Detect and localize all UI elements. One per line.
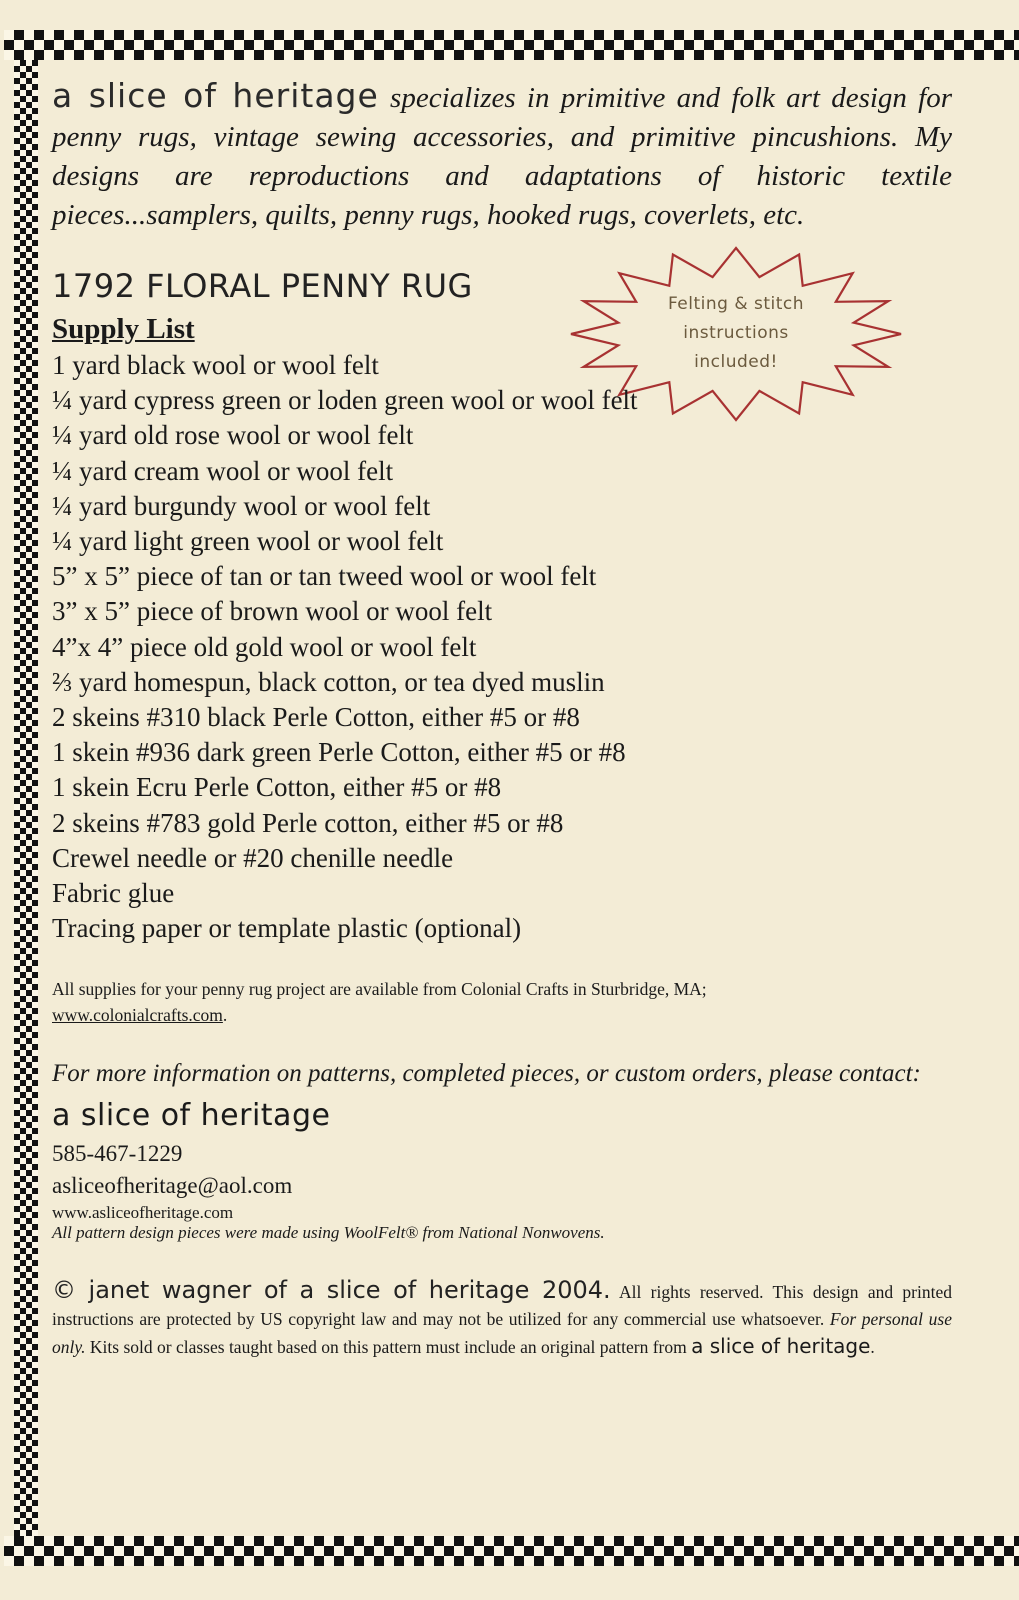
supply-item: 3” x 5” piece of brown wool or wool felt <box>52 596 493 627</box>
supplies-note-text: All supplies for your penny rug project are available from Colonial Crafts in Sturbridge, MA; <box>52 979 707 1000</box>
starburst-line1: Felting & stitch <box>667 294 805 314</box>
intro-text: specializes in primitive and folk art design for penny rugs, vintage sewing accessories, and primitive pincushions. My designs are reproductions and adaptations of historic textile pieces...samplers, quilts, penny rugs, hooked rugs, coverlets, etc. <box>52 82 952 231</box>
copyright-text-2: Kits sold or classes taught based on this pattern must include an original pattern from <box>85 1337 692 1358</box>
supply-list <box>52 348 952 946</box>
pattern-title: 1792 FLORAL PENNY RUG <box>52 267 473 305</box>
brand-name: a slice of heritage <box>52 76 379 115</box>
contact-prompt: For more information on patterns, completed pieces, or custom orders, please contact: <box>52 1060 921 1088</box>
contact-phone: 585-467-1229 <box>52 1141 183 1167</box>
supply-item: ¼ yard burgundy wool or wool felt <box>52 490 431 521</box>
checkered-border-left <box>14 60 38 1536</box>
supplies-note <box>52 976 952 1028</box>
copyright-lead: © janet wagner of a slice of heritage 2004. <box>52 1276 611 1305</box>
copyright-text-1: All rights reserved. This design and printed instructions are protected by US copyright law and may not be utilized for any commercial use whatsoever. <box>52 1282 952 1330</box>
contact-brand: a slice of heritage <box>52 1098 331 1134</box>
supply-item: Fabric glue <box>52 878 175 909</box>
supply-item: ⅔ yard homespun, black cotton, or tea dyed muslin <box>52 666 605 697</box>
colonial-crafts-link[interactable]: www.colonialcrafts.com <box>52 1005 223 1026</box>
checkered-border-top <box>4 30 1019 60</box>
starburst-line2: instructions <box>683 323 789 343</box>
supply-item: 4”x 4” piece old gold wool or wool felt <box>52 631 477 662</box>
supply-item: ¼ yard cream wool or wool felt <box>52 455 394 486</box>
copyright-paragraph <box>52 1277 952 1361</box>
supply-item: 2 skeins #310 black Perle Cotton, either #5 or #8 <box>52 702 580 733</box>
contact-website: www.asliceofheritage.com <box>52 1203 234 1223</box>
main-content <box>52 76 952 1361</box>
supply-item: Crewel needle or #20 chenille needle <box>52 842 454 873</box>
starburst-line3: included! <box>694 352 778 372</box>
supply-item: Tracing paper or template plastic (optional) <box>52 913 522 944</box>
personal-use-note: For personal use only. <box>52 1309 953 1358</box>
copyright-brand: a slice of heritage <box>691 1334 871 1359</box>
woolfelt-note: All pattern design pieces were made using WoolFelt® from National Nonwovens. <box>52 1223 605 1243</box>
supply-item: 1 skein Ecru Perle Cotton, either #5 or #8 <box>52 772 502 803</box>
note-period: . <box>222 1005 228 1026</box>
supply-item: ¼ yard cypress green or loden green wool or wool felt <box>52 385 638 416</box>
supply-item: ¼ yard old rose wool or wool felt <box>52 420 414 451</box>
supply-item: 1 skein #936 dark green Perle Cotton, either #5 or #8 <box>52 737 626 768</box>
checkered-border-bottom <box>4 1536 1019 1566</box>
copyright-end: . <box>870 1337 875 1358</box>
supply-item: 2 skeins #783 gold Perle cotton, either #5 or #8 <box>52 807 564 838</box>
intro-paragraph <box>52 76 952 235</box>
supply-item: ¼ yard light green wool or wool felt <box>52 526 444 557</box>
supply-item: 5” x 5” piece of tan or tan tweed wool or wool felt <box>52 561 597 592</box>
supply-item: 1 yard black wool or wool felt <box>52 350 379 380</box>
contact-email: asliceofheritage@aol.com <box>52 1173 293 1199</box>
supply-list-heading: Supply List <box>52 313 195 345</box>
